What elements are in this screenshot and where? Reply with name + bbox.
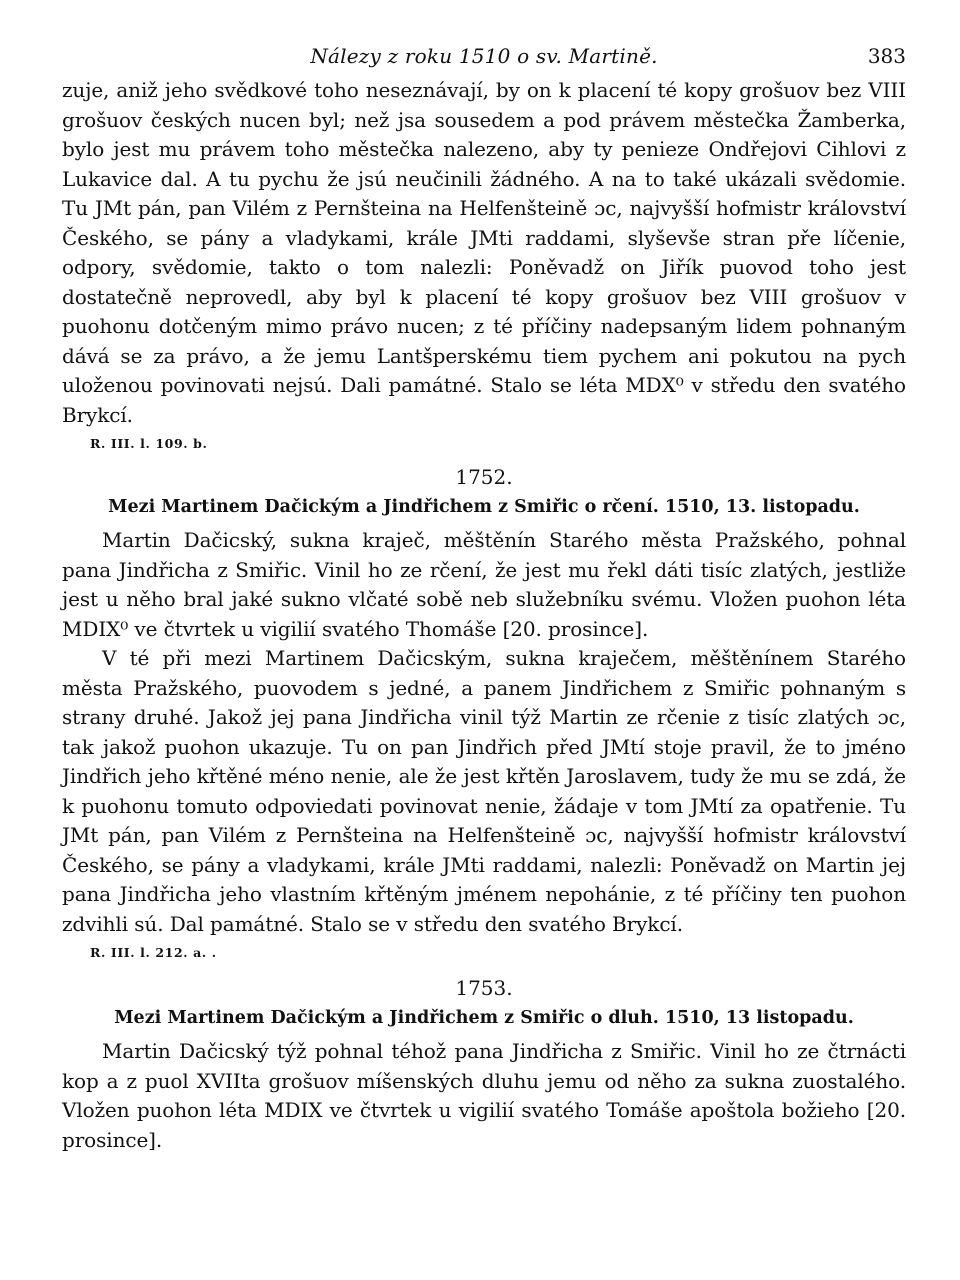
running-title: Nálezy z roku 1510 o sv. Martině. (310, 44, 658, 68)
entry-paragraph: Martin Dačicský týž pohnal téhož pana Jindřicha z Smiřic. Vinil ho ze čtrnácti kop a z puol XVIIta grošuov míšenských dluhu jemu od něho za sukna zuostalého. Vložen puohon léta MDIX ve čtvrtek u vigilií svatého Tomáše apoštola božieho [20. prosince]. (62, 1039, 906, 1152)
entry-1753 (62, 973, 906, 1155)
entry-heading: Mezi Martinem Dačickým a Jindřichem z Smiřic o dluh. 1510, 13 listopadu. (114, 1008, 854, 1028)
entry-paragraph: Martin Dačicský, sukna kraječ, měštěnín Starého města Pražského, pohnal pana Jindřicha z Smiřic. Vinil ho ze rčení, že jest mu řekl dáti tisíc zlatých, jestliže jest u něho bral jaké sukno vlčaté sobě neb služebníku svému. Vložen puohon léta MDIX⁰ ve čtvrtek u vigilií svatého Thomáše [20. prosince]. (62, 528, 906, 641)
entry-number: 1752. (455, 465, 513, 489)
entry-paragraph: V té při mezi Martinem Dačicským, sukna kraječem, měštěnínem Starého města Pražského, puovodem s jedné, a panem Jindřichem z Smiřic pohnaným s strany druhé. Jakož jej pana Jindřicha vinil týž Martin ze rčenie z tisíc zlatých ɔc, tak jakož puohon ukazuje. Tu on pan Jindřich před JMtí stoje pravil, že to jméno Jindřich jeho křtěné méno nenie, ale že jest křtěn Jaroslavem, tudy že mu se zdá, že k puohonu tomuto odpoviedati povinovat nenie, žádaje v tom JMtí za opatřenie. Tu JMt pán, pan Vilém z Pernšteina na Helfenšteině ɔc, najvyšší hofmistr království Českého, se pány a vladykami, krále JMti raddami, nalezli: Poněvadž on Martin jej pana Jindřicha jeho vlastním křtěným jménem nepohánie, z té příčiny ten puohon zdvihli sú. Dal památné. Stalo se v středu den svatého Brykcí. (62, 646, 906, 936)
continued-record (62, 76, 906, 456)
archive-reference: R. III. l. 109. b. (90, 436, 208, 451)
entry-heading: Mezi Martinem Dačickým a Jindřichem z Smiřic o rčení. 1510, 13. listopadu. (108, 497, 860, 517)
continuation-paragraph: zuje, aniž jeho svědkové toho neseznávají, by on k placení té kopy grošuov bez VIII grošuov českých nucen byl; než jsa sousedem a pod právem městečka Žamberka, bylo jest mu právem toho městečka nalezeno, aby ty penieze Ondřejovi Cihlovi z Lukavice dal. A tu pychu že jsú neučinili žádného. A na to také ukázali svědomie. Tu JMt pán, pan Vilém z Pernšteina na Helfenšteině ɔc, najvyšší hofmistr království Českého, se pány a vladykami, krále JMti raddami, slyševše stran pře líčenie, odpory, svědomie, takto o tom nalezli: Poněvadž on Jiřík puovod toho jest dostatečně neprovedl, aby byl k placení té kopy grošuov bez VIII grošuov v puohonu dotčeným mimo právo nucen; z té příčiny nadepsaným lidem pohnaným dává se za právo, a že jemu Lantšperskému tiem pychem ani pokutou na pych uloženou povinovati nejsú. Dali památné. Stalo se léta MDX⁰ v středu den svatého Brykcí. (62, 78, 906, 427)
entry-1752 (62, 462, 906, 965)
archive-reference: R. III. l. 212. a. . (90, 945, 217, 960)
page-header (62, 40, 906, 76)
page-number: 383 (867, 44, 906, 68)
entry-number: 1753. (455, 976, 513, 1000)
book-page (62, 40, 906, 1155)
